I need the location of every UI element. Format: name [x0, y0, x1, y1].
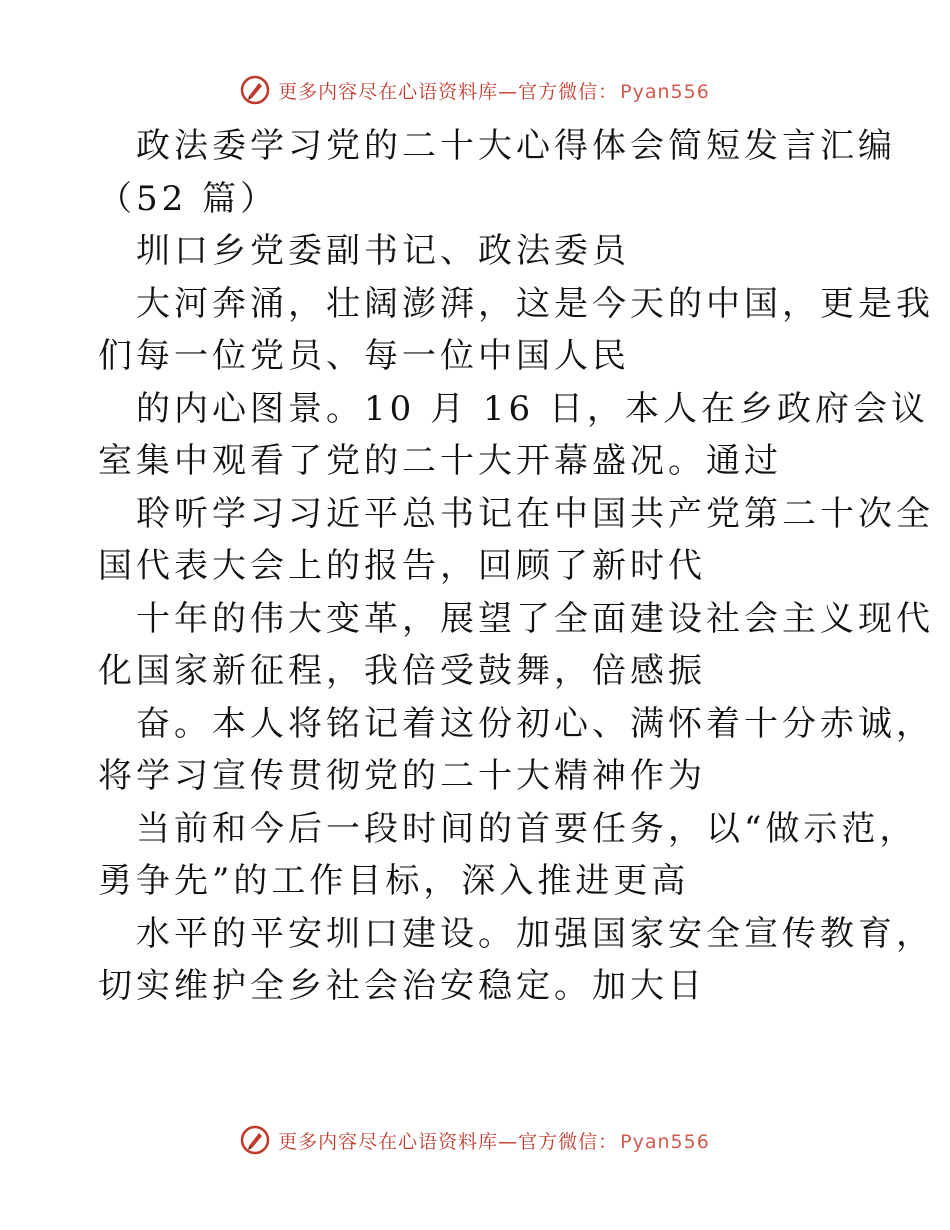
document-body	[98, 120, 934, 1013]
text-line: 室集中观看了党的二十大开幕盛况。通过	[98, 441, 782, 481]
text-line: 水平的平安圳口建设。加强国家安全宣传教育，	[136, 913, 934, 954]
text-line: 聆听学习习近平总书记在中国共产党第二十次全	[136, 493, 934, 534]
text-line: 化国家新征程，我倍受鼓舞，倍感振	[98, 651, 706, 691]
text-line: 将学习宣传贯彻党的二十大精神作为	[98, 756, 706, 796]
text-line: 政法委学习党的二十大心得体会简短发言汇编	[136, 126, 896, 166]
banner-text	[278, 77, 710, 104]
logo-icon	[240, 75, 270, 105]
header-banner	[0, 70, 950, 110]
banner-title: 更多内容尽在心语资料库—官方微信：	[278, 1130, 619, 1153]
logo-icon	[240, 1125, 270, 1155]
text-line: 切实维护全乡社会治安稳定。加大日	[98, 966, 706, 1006]
footer-banner	[0, 1120, 950, 1160]
banner-handle: Pyan556	[620, 80, 710, 103]
text-line: 当前和今后一段时间的首要任务，以“做示范，	[136, 808, 918, 849]
text-line: 们每一位党员、每一位中国人民	[98, 336, 630, 376]
text-line: 奋。本人将铭记着这份初心、满怀着十分赤诚，	[136, 703, 934, 744]
banner-handle: Pyan556	[620, 1130, 710, 1153]
text-line: 十年的伟大变革，展望了全面建设社会主义现代	[136, 598, 934, 639]
text-line: 圳口乡党委副书记、政法委员	[136, 231, 630, 271]
text-line: 国代表大会上的报告，回顾了新时代	[98, 546, 706, 586]
text-line: 勇争先”的工作目标，深入推进更高	[98, 861, 690, 901]
banner-title: 更多内容尽在心语资料库—官方微信：	[278, 80, 619, 103]
text-line: 的内心图景。10 月 16 日，本人在乡政府会议	[136, 388, 929, 429]
text-line: （52 篇）	[98, 178, 279, 219]
text-line: 大河奔涌，壮阔澎湃，这是今天的中国，更是我	[136, 283, 934, 324]
banner-text	[278, 1127, 710, 1154]
